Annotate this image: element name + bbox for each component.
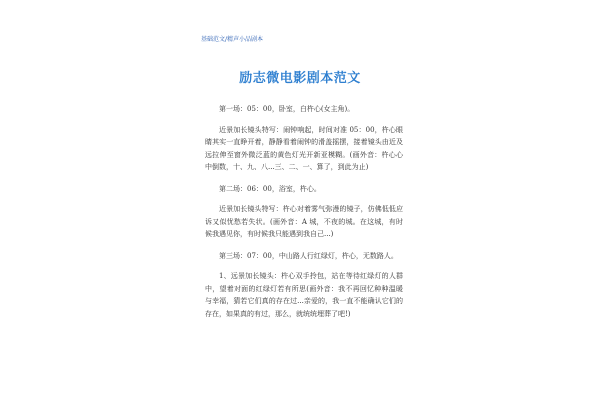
document-body	[205, 103, 403, 329]
page-title: 励志微电影剧本范文	[239, 71, 361, 86]
paragraph-scene-3-detail: 1、远景加长镜头：杵心双手拎包，站在等待红绿灯的人群中，望着对面的红绿灯若有所思(画外音：我不再回忆种种温暖与幸福，猜若它们真的存在过...亲爱的，我一直不能确认它们的存在，如果真的有过，那么，就统统埋葬了吧!)	[205, 272, 403, 318]
paragraph-scene-1: 第一场：05：00，卧室，白杵心(女主角)。	[219, 105, 355, 113]
paragraph-scene-3: 第三场：07：00，中山路人行红绿灯，杵心，无数路人。	[219, 251, 398, 260]
paragraph-scene-2-detail: 近景加长镜头特写：杵心对着雾气弥漫的镜子，仿佛低低应诉又似忧愁若失状。(画外音：A 城，不夜的城。在这城，有时候我遇见你，有时候我只能遇到我自己...)	[205, 205, 403, 238]
breadcrumb[interactable]: 基础范文/精声小品剧本	[201, 36, 264, 43]
paragraph-scene-2: 第二场：06：00，浴室，杵心。	[219, 184, 321, 193]
paragraph-scene-1-detail: 近景加长镜头特写：闹钟响起，时间对准 05：00，杵心眼睛其实一直睁开着，静静看着闹钟的滑盖摇摆，接着镜头由近及远拉伸至窗外微泛蓝的黄色灯光开新亚模糊。(画外音：杵心心中倒数，十、九、八...三、二、一、算了，到此为止)	[205, 125, 403, 171]
